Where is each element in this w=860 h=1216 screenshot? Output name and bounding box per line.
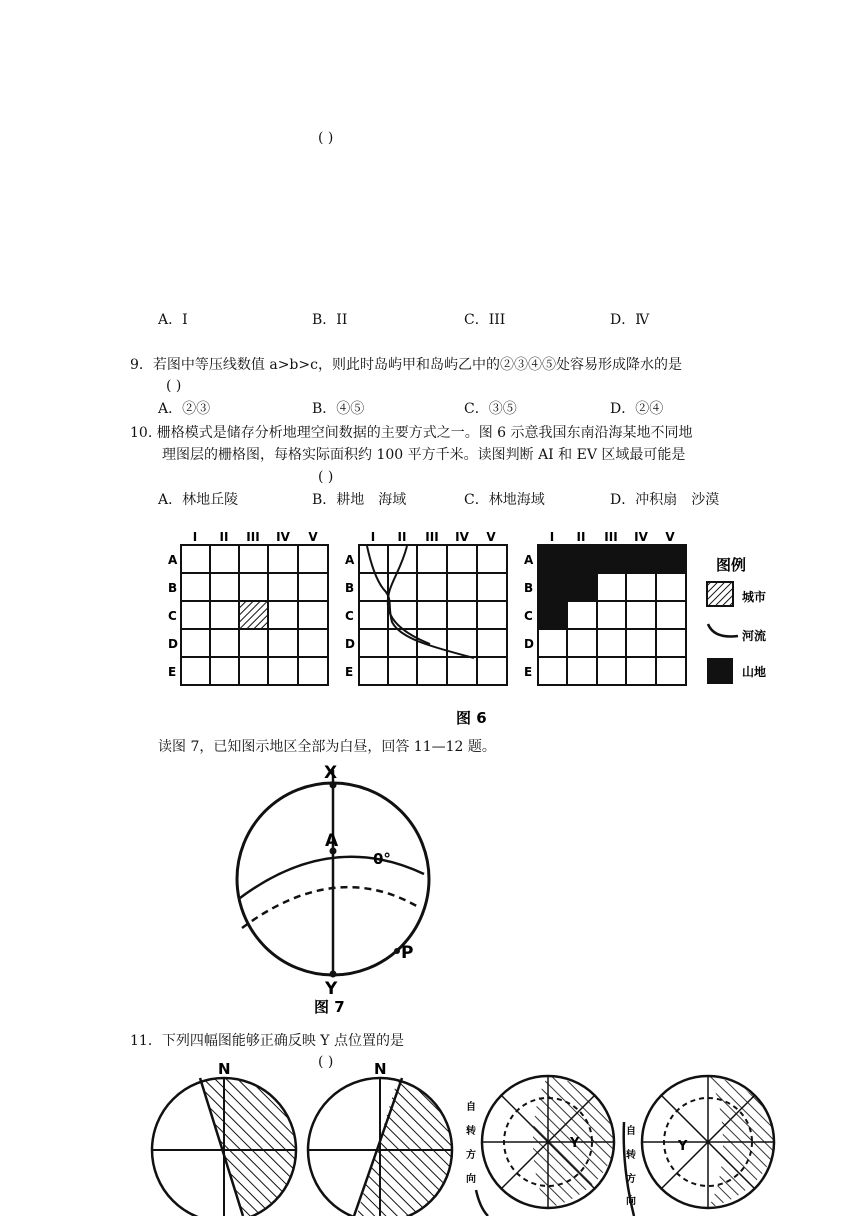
q9-option-c: C．③⑤ — [464, 401, 517, 417]
option-diagram-c — [466, 1076, 614, 1216]
label-a: A — [325, 831, 339, 851]
grid2-row-label: E — [345, 665, 354, 679]
grid3-col-label: II — [576, 530, 586, 544]
grid1-row-label: D — [168, 637, 178, 651]
legend-city-swatch — [707, 582, 733, 606]
mountain-area — [538, 545, 686, 629]
grid1-row-label: B — [168, 581, 178, 595]
grid2-col-label: III — [425, 530, 439, 544]
figure-6 — [160, 524, 800, 734]
q10-option-c: C．林地海域 — [464, 492, 545, 508]
q8-option-a: A．I — [158, 312, 188, 328]
grid3-col-label: I — [549, 530, 555, 544]
grid1-row-label: A — [168, 553, 178, 567]
rotation-direction-label: 方 — [626, 1174, 636, 1185]
grid1-col-label: II — [219, 530, 229, 544]
q9-stem: 9．若图中等压线数值 a>b>c，则此时岛屿甲和岛屿乙中的②③④⑤处容易形成降水的是 — [130, 357, 682, 373]
grid-mountain-layer — [524, 530, 686, 685]
label-y: Y — [325, 979, 338, 999]
label-0-degree: 0° — [373, 850, 391, 868]
grid1-row-label: E — [168, 665, 177, 679]
label-x: X — [324, 763, 338, 783]
y-label: Y — [678, 1139, 688, 1154]
point-p-dot — [394, 948, 400, 954]
figure-6-caption: 图 6 — [456, 709, 487, 727]
rotation-direction-label: 转 — [466, 1126, 476, 1137]
q8-option-b: B．II — [312, 312, 348, 328]
grid1-row-label: C — [168, 609, 177, 623]
grid3-col-label: III — [604, 530, 618, 544]
rotation-direction-label: 自 — [466, 1102, 476, 1113]
q10-stem-line2: 理图层的栅格图，每格实际面积约 100 平方千米。读图判断 AI 和 EV 区域最可能是 — [162, 447, 686, 463]
grid2-row-label: D — [345, 637, 355, 651]
rotation-direction-label: 向 — [466, 1174, 476, 1185]
grid3-row-label: D — [524, 637, 534, 651]
grid1-col-label: V — [308, 530, 318, 544]
option-diagram-b — [308, 1060, 468, 1216]
city-cell-c-iii — [239, 601, 268, 629]
figure-6-legend — [707, 556, 766, 684]
q10-option-b: B．耕地 海域 — [312, 492, 407, 508]
grid1-col-label: IV — [276, 530, 290, 544]
terminator-dashed — [242, 887, 420, 928]
rotation-direction-label: 方 — [466, 1150, 476, 1161]
q10-option-d: D．冲积扇 沙漠 — [610, 492, 720, 508]
grid2-col-label: IV — [455, 530, 469, 544]
q8-option-c: C．III — [464, 312, 506, 328]
q9-option-b: B．④⑤ — [312, 401, 365, 417]
intro-questions-11-12: 读图 7，已知图示地区全部为白昼，回答 11—12 题。 — [158, 739, 496, 755]
grid2-row-label: A — [345, 553, 355, 567]
q9-option-d: D．②④ — [610, 401, 664, 417]
grid3-row-label: C — [524, 609, 533, 623]
figure-7 — [226, 758, 436, 1018]
grid3-row-label: E — [524, 665, 533, 679]
rotation-direction-label: 转 — [626, 1150, 636, 1161]
night-area — [200, 1078, 308, 1216]
legend-mountain-label: 山地 — [742, 665, 767, 679]
grid-city-layer — [168, 530, 328, 685]
grid1-col-label: I — [192, 530, 198, 544]
grid3-row-label: A — [524, 553, 534, 567]
legend-river-label: 河流 — [742, 629, 767, 643]
grid3-col-label: V — [665, 530, 675, 544]
option-diagram-a — [152, 1060, 308, 1216]
grid3-row-label: B — [524, 581, 534, 595]
point-y-dot — [330, 971, 337, 978]
q10-stem-line1: 10. 栅格模式是储存分析地理空间数据的主要方式之一。图 6 示意我国东南沿海某地不同地 — [130, 425, 693, 441]
figure-7-caption: 图 7 — [314, 998, 345, 1016]
grid2-col-label: V — [486, 530, 496, 544]
legend-title: 图例 — [716, 556, 747, 574]
grid2-row-label: C — [345, 609, 354, 623]
grid-river-layer — [345, 530, 507, 685]
q9-option-a: A．②③ — [158, 401, 211, 417]
north-label: N — [218, 1060, 231, 1078]
grid2-row-label: B — [345, 581, 355, 595]
q10-option-a: A．林地丘陵 — [158, 492, 239, 508]
q11-stem: 11．下列四幅图能够正确反映 Y 点位置的是 — [130, 1033, 404, 1049]
legend-river-swatch — [708, 624, 738, 637]
y-label: Y — [570, 1136, 580, 1151]
north-label: N — [374, 1060, 387, 1078]
q9-answer-paren: ( ) — [166, 378, 182, 394]
rotation-direction-label: 自 — [626, 1126, 636, 1137]
q8-answer-paren: ( ) — [318, 130, 334, 146]
q11-option-diagrams — [148, 1058, 788, 1216]
legend-mountain-swatch — [707, 658, 733, 684]
label-p: P — [401, 943, 414, 963]
grid3-col-label: IV — [634, 530, 648, 544]
legend-city-label: 城市 — [742, 590, 767, 604]
rotation-direction-label: 向 — [626, 1196, 636, 1207]
option-diagram-d — [624, 1076, 774, 1216]
q11-answer-paren: ( ) — [318, 1054, 334, 1070]
q10-answer-paren: ( ) — [318, 469, 334, 485]
grid1-col-label: III — [246, 530, 260, 544]
q8-option-d: D．Ⅳ — [610, 312, 650, 328]
grid2-col-label: II — [397, 530, 407, 544]
grid2-col-label: I — [370, 530, 376, 544]
